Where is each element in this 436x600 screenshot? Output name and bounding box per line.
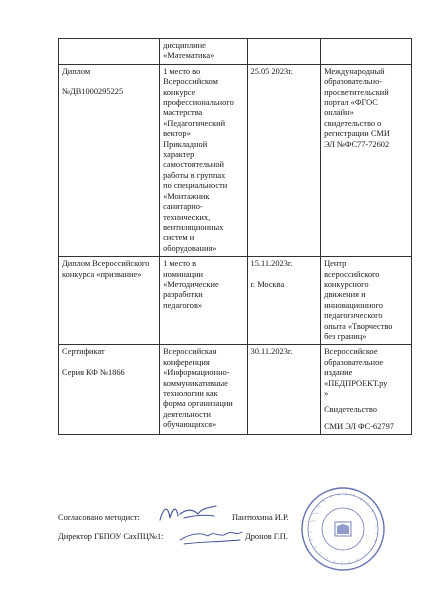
award-date: 15.11.2023г. bbox=[250, 259, 293, 269]
award-organizer: Всероссийское образовательное издание «ПЕДПРОЕКТ.ру » bbox=[324, 347, 388, 398]
approval-signature-label: Согласовано методист: bbox=[58, 513, 140, 522]
director-signature-label: Директор ГБПОУ СахПЦ№1: bbox=[58, 532, 164, 541]
official-seal bbox=[300, 486, 386, 572]
cell-text: дисциплине «Математика» bbox=[163, 41, 215, 61]
table-cell bbox=[321, 257, 412, 345]
table-cell bbox=[160, 39, 247, 65]
methodist-name: Пантюхина И.Р. bbox=[232, 513, 289, 522]
award-description: Всероссийская конференция «Информационно- коммуникативные технологии как форма организации деятельности обучающихся» bbox=[163, 347, 233, 430]
awards-table bbox=[58, 38, 412, 435]
director-signature bbox=[178, 526, 244, 548]
document-type: Диплом bbox=[62, 66, 91, 76]
award-description: 1 место в номинации «Методические разработки педагогов» bbox=[163, 259, 219, 310]
table-cell bbox=[247, 257, 321, 345]
registration-number: СМИ ЭЛ ФС-62797 bbox=[324, 421, 394, 431]
table-row bbox=[59, 345, 412, 435]
table-cell bbox=[321, 345, 412, 435]
director-name: Дронов Г.П. bbox=[245, 532, 288, 541]
table-cell bbox=[321, 64, 412, 256]
award-date: 25.05 2023г. bbox=[250, 66, 293, 76]
table-cell bbox=[59, 39, 160, 65]
document-number: №ДВ1000295225 bbox=[62, 87, 124, 97]
award-description: 1 место во Всероссийском конкурсе профессионального мастерства «Педагогический вектор» Прикладной характер самостоятельной работы в группах по специальности «Монтажник санитарно- технических, вентиляционных систем и оборудования» bbox=[163, 66, 234, 253]
registration-label: Свидетельство bbox=[324, 405, 377, 415]
table-cell bbox=[160, 345, 247, 435]
methodist-signature bbox=[158, 502, 220, 526]
document-type: Сертификат bbox=[62, 347, 105, 357]
table-cell bbox=[59, 64, 160, 256]
award-organizer: Центр всероссийского конкурсного движения и инновационного педагогического опыта «Творчество без границ» bbox=[324, 259, 393, 341]
table-cell bbox=[160, 64, 247, 256]
table-cell bbox=[247, 39, 321, 65]
award-organizer: Международный образовательно- просветительский портал «ФГОС онлайн» свидетельство о регистрации СМИ ЭЛ №ФС77-72602 bbox=[324, 66, 390, 149]
award-date: 30.11.2023г. bbox=[250, 347, 293, 357]
table-cell bbox=[247, 64, 321, 256]
table-cell bbox=[247, 345, 321, 435]
document-type: Диплом Всероссийского конкурса «призвание» bbox=[62, 259, 150, 279]
table-row bbox=[59, 64, 412, 256]
table-row bbox=[59, 257, 412, 345]
table-cell bbox=[160, 257, 247, 345]
table-cell bbox=[321, 39, 412, 65]
document-number: Серия КФ №1866 bbox=[62, 367, 125, 377]
table-row bbox=[59, 39, 412, 65]
table-cell bbox=[59, 345, 160, 435]
table-cell bbox=[59, 257, 160, 345]
award-city: г. Москва bbox=[250, 279, 285, 289]
